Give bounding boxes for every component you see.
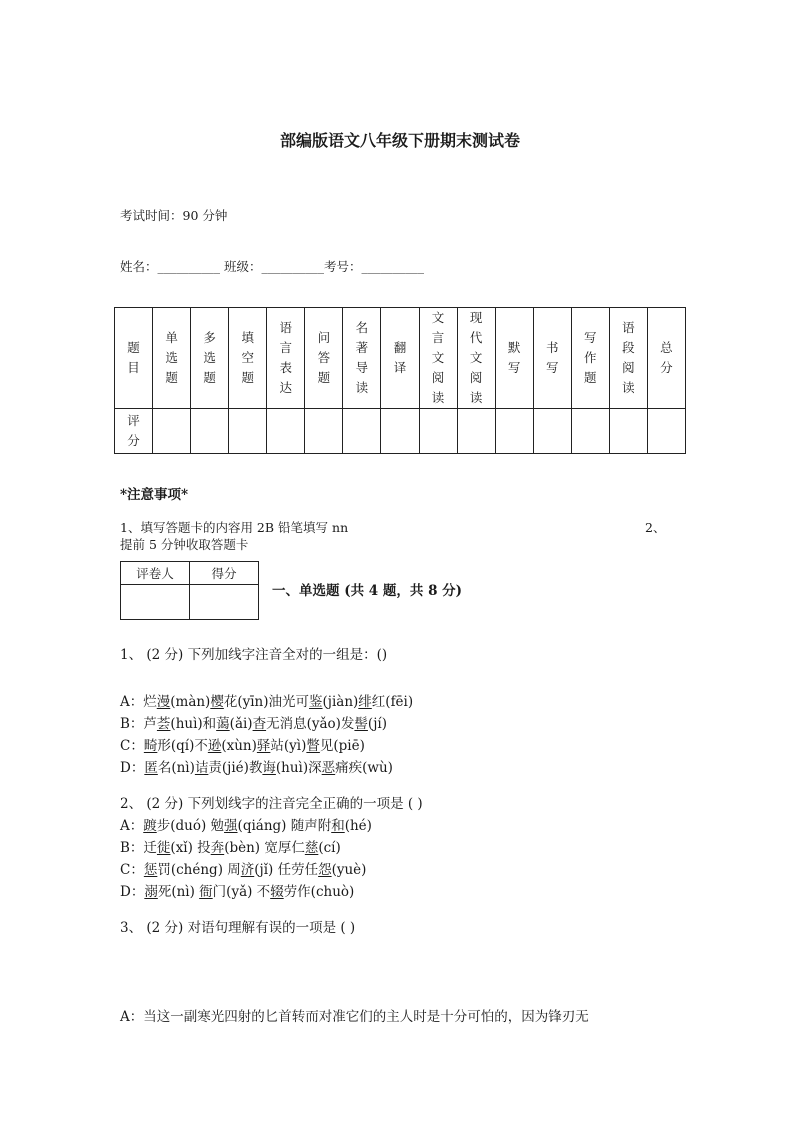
- option-text-segment: 无消息(yǎo)发: [266, 716, 355, 732]
- option-text-segment: (qiáng) 随声附: [237, 818, 332, 834]
- option-text-segment: 形(qí)不: [157, 738, 208, 754]
- underlined-char: 和: [331, 818, 345, 834]
- score-table-header-label: 题目: [127, 340, 140, 375]
- score-row-label: 评分: [127, 413, 140, 448]
- score-table-header-cell: [381, 308, 419, 409]
- underlined-char: 瞥: [306, 738, 320, 754]
- score-entry-cell[interactable]: [457, 409, 495, 454]
- score-table-header-cell: [229, 308, 267, 409]
- score-entry-cell[interactable]: [191, 409, 229, 454]
- option-text-segment: (bèn) 宽厚仁: [224, 840, 305, 856]
- exam-time: 考试时间：90 分钟: [120, 208, 228, 223]
- underlined-char: 匿: [144, 760, 158, 776]
- underlined-char: 奔: [210, 840, 225, 856]
- option-text-segment: (huì)和: [170, 716, 217, 732]
- question-2-option-a: [120, 814, 372, 834]
- underlined-char: 徙: [156, 840, 171, 856]
- question-1-option-c: [120, 734, 365, 754]
- option-text-segment: (jǐ) 任劳任: [254, 862, 319, 878]
- score-entry-cell[interactable]: [381, 409, 419, 454]
- score-table-header-cell: [609, 308, 647, 409]
- option-text-segment: A：: [120, 694, 144, 710]
- underlined-char: 惩: [143, 862, 158, 878]
- option-text-segment: (xùn): [221, 738, 257, 754]
- option-text-segment: (xǐ) 投: [170, 840, 211, 856]
- score-table-header-cell: [115, 308, 153, 409]
- score-entry-cell[interactable]: [609, 409, 647, 454]
- underlined-char: 衙: [199, 884, 213, 900]
- underlined-char: 鉴: [309, 694, 323, 710]
- underlined-char: 漫: [156, 694, 171, 710]
- score-table-header-cell: [305, 308, 343, 409]
- score-table-header-label: 翻译: [393, 340, 407, 375]
- underlined-char: 驿: [256, 738, 271, 754]
- option-text-segment: 见(piē): [319, 738, 365, 754]
- score-table-header-cell: [533, 308, 571, 409]
- score-table-header-label: 书写: [545, 340, 559, 375]
- score-table: [114, 307, 686, 454]
- question-1-stem: 1、 (2 分) 下列加线字注音全对的一组是：(): [120, 647, 388, 663]
- grader-cell[interactable]: [121, 585, 190, 620]
- score-table-header-cell: [495, 308, 533, 409]
- underlined-char: 恶: [321, 760, 336, 776]
- score-entry-cell[interactable]: [495, 409, 533, 454]
- underlined-char: 杳: [252, 716, 267, 732]
- note-item-2-number: 2、: [645, 520, 666, 535]
- score-table-header-label: 总分: [660, 340, 673, 375]
- option-text-segment: (yuè): [331, 862, 367, 878]
- score-row-label-cell: [115, 409, 153, 454]
- option-text-segment: 芦: [143, 716, 157, 732]
- underlined-char: 髻: [354, 716, 368, 732]
- question-3-option-a: A：当这一副寒光四射的匕首转而对准它们的主人时是十分可怕的，因为锋刃无: [120, 1009, 589, 1025]
- option-text-segment: (hé): [344, 818, 372, 834]
- score-entry-cell[interactable]: [343, 409, 381, 454]
- score-table-header-label: 语段阅读: [622, 320, 635, 395]
- underlined-char: 诘: [194, 760, 209, 776]
- grader-table: [120, 561, 259, 620]
- underlined-char: 踱: [143, 818, 157, 834]
- score-entry-cell[interactable]: [533, 409, 571, 454]
- score-table-header-label: 名著导读: [355, 320, 369, 395]
- score-entry-cell[interactable]: [229, 409, 267, 454]
- underlined-char: 诲: [262, 760, 276, 776]
- score-table-header-label: 文言文阅读: [431, 310, 445, 405]
- score-table-header-cell: [343, 308, 381, 409]
- score-table-header-label: 多选题: [203, 330, 216, 385]
- score-table-header-cell: [191, 308, 229, 409]
- score-table-header-cell: [419, 308, 457, 409]
- score-entry-cell[interactable]: [419, 409, 457, 454]
- score-table-header-label: 默写: [507, 340, 521, 375]
- underlined-char: 蔼: [216, 716, 230, 732]
- option-text-segment: (jí): [367, 716, 387, 732]
- option-text-segment: 烂: [143, 694, 157, 710]
- underlined-char: 慈: [304, 840, 319, 856]
- question-1-option-d: [120, 756, 393, 776]
- option-text-segment: (jiàn): [322, 694, 359, 710]
- underlined-char: 怨: [318, 862, 332, 878]
- underlined-char: 樱: [210, 694, 224, 710]
- option-text-segment: (huì)深: [275, 760, 322, 776]
- underlined-char: 逊: [207, 738, 222, 754]
- option-text-segment: 劳作(chuò): [283, 884, 355, 900]
- option-text-segment: 红(fēi): [371, 694, 414, 710]
- option-text-segment: 步(duó) 勉: [156, 818, 225, 834]
- question-2-option-b: [120, 836, 341, 856]
- student-info-line: 姓名：__________ 班级：__________考号：__________: [120, 259, 424, 274]
- option-text-segment: 痛疾(wù): [335, 760, 393, 776]
- option-text-segment: B：迁: [120, 840, 157, 856]
- option-text-segment: A：: [120, 818, 144, 834]
- score-table-header-label: 现代文阅读: [469, 310, 483, 405]
- underlined-char: 济: [240, 862, 255, 878]
- score-table-header-label: 写作题: [584, 330, 597, 385]
- option-text-segment: D：: [120, 760, 145, 776]
- score-entry-cell[interactable]: [267, 409, 305, 454]
- score-table-header-label: 问答题: [317, 330, 331, 385]
- score-cell[interactable]: [190, 585, 259, 620]
- score-header: 得分: [190, 562, 259, 585]
- score-entry-cell[interactable]: [305, 409, 343, 454]
- option-text-segment: (ǎi): [229, 716, 253, 732]
- option-text-segment: 花(yīn)油光可: [223, 694, 310, 710]
- section-title-single-choice: 一、单选题 (共 4 题，共 8 分): [272, 583, 463, 599]
- option-text-segment: 门(yǎ) 不: [212, 884, 271, 900]
- option-text-segment: (cí): [318, 840, 341, 856]
- note-item-2: 提前 5 分钟收取答题卡: [120, 537, 249, 552]
- score-table-header-cell: [153, 308, 191, 409]
- notes-heading: *注意事项*: [120, 487, 189, 503]
- option-text-segment: 站(yì): [270, 738, 307, 754]
- score-table-header-row: [115, 308, 686, 409]
- underlined-char: 畸: [143, 738, 158, 754]
- question-2-option-c: [120, 858, 366, 878]
- option-text-segment: D：: [120, 884, 145, 900]
- underlined-char: 溺: [144, 884, 158, 900]
- underlined-char: 辍: [270, 884, 284, 900]
- score-table-header-cell: [647, 308, 685, 409]
- score-entry-cell[interactable]: [153, 409, 191, 454]
- underlined-char: 绯: [358, 694, 372, 710]
- question-2-option-d: [120, 880, 354, 900]
- score-table-header-cell: [267, 308, 305, 409]
- question-3-stem: 3、 (2 分) 对语句理解有误的一项是 ( ): [120, 920, 356, 936]
- score-table-header-label: 语言表达: [279, 320, 293, 395]
- score-entry-cell[interactable]: [647, 409, 685, 454]
- question-1-option-b: [120, 712, 387, 732]
- option-text-segment: 责(jié)教: [208, 760, 263, 776]
- option-text-segment: 罚(chéng) 周: [157, 862, 241, 878]
- score-table-header-cell: [457, 308, 495, 409]
- score-table-header-label: 填空题: [241, 330, 254, 385]
- score-entry-cell[interactable]: [571, 409, 609, 454]
- option-text-segment: 死(nì): [157, 884, 200, 900]
- score-table-score-row: [115, 409, 686, 454]
- option-text-segment: C：: [120, 862, 144, 878]
- underlined-char: 荟: [156, 716, 171, 732]
- score-table-header-label: 单选题: [165, 330, 178, 385]
- option-text-segment: B：: [120, 716, 144, 732]
- page-title: 部编版语文八年级下册期末测试卷: [279, 131, 520, 150]
- option-text-segment: 名(nì): [157, 760, 195, 776]
- question-1-option-a: [120, 690, 413, 710]
- option-text-segment: (màn): [170, 694, 211, 710]
- note-item-1: 1、填写答题卡的内容用 2B 铅笔填写 nn: [120, 520, 349, 535]
- question-2-stem: 2、 (2 分) 下列划线字的注音完全正确的一项是 ( ): [120, 796, 423, 812]
- underlined-char: 强: [224, 818, 238, 834]
- grader-header: 评卷人: [121, 562, 190, 585]
- option-text-segment: C：: [120, 738, 144, 754]
- score-table-header-cell: [571, 308, 609, 409]
